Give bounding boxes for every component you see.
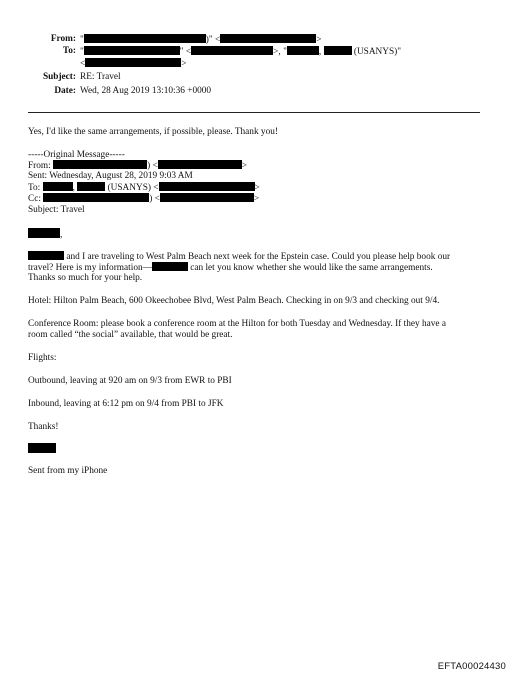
redaction-box [28, 443, 56, 453]
redaction-box [158, 160, 242, 169]
quote-mark: " [80, 35, 84, 45]
para1-text-a: and I are traveling to West Palm Beach next week for the Epstein case. Could you please help book our [66, 252, 451, 262]
redaction-box [43, 182, 73, 191]
original-from-sep: ) < [147, 161, 158, 171]
to-comma: , [318, 47, 322, 57]
signature-line: Sent from my iPhone [28, 466, 108, 476]
para1-text-b: travel? Here is my information— [28, 263, 152, 273]
redaction-box [84, 46, 180, 55]
redaction-box [287, 46, 322, 57]
from-value [80, 34, 322, 46]
original-subject: Subject: Travel [28, 205, 85, 215]
to-separator: " < [179, 47, 192, 57]
thanks-line: Thanks! [28, 422, 59, 432]
to-line2-start: < [80, 59, 86, 69]
redaction-box [53, 160, 147, 169]
original-to-sep: (USANYS) < [107, 183, 159, 193]
redaction-box [85, 58, 181, 67]
body-para1-line3: Thanks so much for your help. [28, 273, 143, 283]
redaction-box [160, 193, 254, 202]
from-separator: )" < [205, 35, 221, 45]
greeting-comma: , [60, 230, 63, 240]
redaction-box [28, 228, 63, 240]
conference-line1: Conference Room: please book a conference room at the Hilton for both Tuesday and Wednesday. If they have a [28, 319, 447, 329]
header-divider [28, 112, 480, 113]
redaction-box [43, 193, 149, 202]
redaction-box [159, 182, 255, 191]
document-id: EFTA00024430 [437, 660, 506, 672]
to-value [80, 46, 401, 58]
to-value-line2 [80, 58, 187, 70]
redaction-box [220, 34, 316, 43]
redaction-box [77, 182, 105, 191]
original-to-comma: , [72, 183, 75, 193]
hotel-line: Hotel: Hilton Palm Beach, 600 Okeechobee Blvd, West Palm Beach. Checking in on 9/3 and checking out 9/4. [28, 296, 440, 306]
date-value: Wed, 28 Aug 2019 13:10:36 +0000 [80, 86, 212, 96]
subject-label: Subject: [42, 72, 76, 82]
original-cc-label: Cc: [28, 194, 41, 204]
greeting [28, 228, 62, 241]
from-label: From: [50, 34, 76, 44]
quote-mark: " [80, 47, 84, 57]
redaction-box [152, 262, 188, 271]
original-from-label: From: [28, 161, 51, 171]
date-label: Date: [54, 86, 76, 96]
subject-value: RE: Travel [80, 72, 121, 82]
original-marker: -----Original Message----- [28, 150, 125, 160]
redaction-box [28, 251, 64, 260]
reply-line: Yes, I'd like the same arrangements, if possible, please. Thank you! [28, 127, 278, 137]
flights-heading: Flights: [28, 353, 57, 363]
inbound-line: Inbound, leaving at 6:12 pm on 9/4 from PBI to JFK [28, 399, 224, 409]
to-suffix: (USANYS)" [353, 47, 402, 57]
to-line2-end: > [181, 59, 187, 69]
from-end: > [316, 35, 322, 45]
outbound-line: Outbound, leaving at 920 am on 9/3 from EWR to PBI [28, 376, 232, 386]
para1-text-c: can let you know whether she would like the same arrangements. [190, 263, 433, 273]
original-cc-end: > [253, 194, 260, 204]
original-cc-sep: ) < [149, 194, 160, 204]
original-from-end: > [241, 161, 247, 171]
redaction-box [324, 46, 352, 55]
to-label: To: [62, 46, 76, 56]
original-cc [28, 193, 259, 205]
to-separator: >, " [273, 47, 287, 57]
redaction-box [84, 34, 206, 43]
original-to-end: > [254, 183, 260, 193]
original-sent: Sent: Wednesday, August 28, 2019 9:03 AM [28, 171, 193, 181]
conference-line2: room called “the social” available, that would be great. [28, 330, 233, 340]
sender-name-redacted [28, 443, 56, 456]
original-to-label: To: [28, 183, 41, 193]
redaction-box [191, 46, 273, 55]
